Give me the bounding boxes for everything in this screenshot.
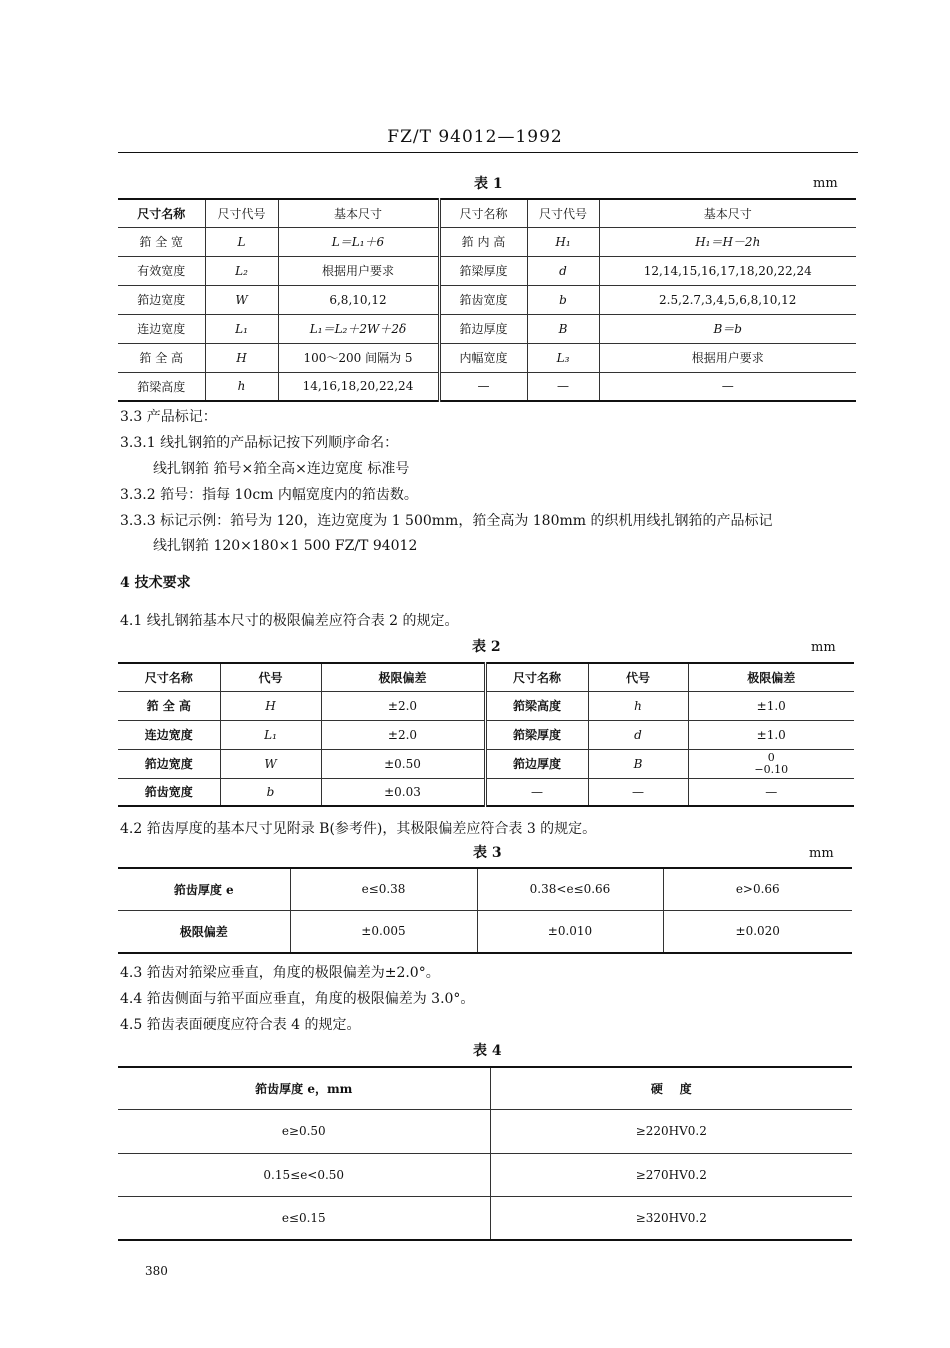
table3-cell: 极限偏差 [118,910,290,953]
table4-cell: ≥320HV0.2 [490,1196,852,1240]
table1-cell: L₁＝L₂＋2W＋2δ [278,314,439,343]
table2-header: 极限偏差 [688,663,854,691]
paragraph-3-3-3: 3.3.3 标记示例：筘号为 120，连边宽度为 1 500mm，筘全高为 180mm 的织机用线扎钢筘的产品标记 [120,513,773,529]
table1-cell: L₃ [527,343,599,372]
table1-header-row [118,199,856,227]
table2-cell: 筘梁厚度 [485,720,588,749]
table1-cell: 内幅宽度 [439,343,527,372]
table1-cell: 连边宽度 [118,314,205,343]
table2-cell: B [588,749,688,778]
paragraph-4-3: 4.3 筘齿对筘梁应垂直，角度的极限偏差为±2.0°。 [120,965,440,981]
table2-caption: 表 2 [472,639,501,655]
section-4-title: 4 技术要求 [120,575,191,591]
table-row [118,343,856,372]
table2-cell: ±2.0 [321,691,485,720]
table1-header: 基本尺寸 [278,199,439,227]
table2-unit: mm [811,640,836,655]
table2 [118,662,854,807]
table1-header: 基本尺寸 [599,199,856,227]
table2-cell: 筘边宽度 [118,749,220,778]
table1-cell: 筘 全 高 [118,343,205,372]
table3-caption: 表 3 [473,845,502,861]
table2-header: 尺寸名称 [485,663,588,691]
table2-cell: H [220,691,321,720]
marking-format: 线扎钢筘 筘号×筘全高×连边宽度 标准号 [153,461,410,477]
table-row [118,691,854,720]
table-row [118,868,852,910]
table2-cell: ±2.0 [321,720,485,749]
table1-cell: b [527,285,599,314]
table1-cell: 筘梁厚度 [439,256,527,285]
table-row [118,285,856,314]
table3-cell: 0.38<e≤0.66 [477,868,663,910]
table-row [118,749,854,778]
table-row [118,372,856,401]
table2-cell: 0 −0.10 [688,749,854,778]
table1-cell: 14,16,18,20,22,24 [278,372,439,401]
table1-cell: B [527,314,599,343]
table2-cell: 连边宽度 [118,720,220,749]
table4-header-row [118,1067,852,1109]
table2-cell: ±0.50 [321,749,485,778]
table1-cell: — [527,372,599,401]
table1-cell: 筘边宽度 [118,285,205,314]
table1-cell: — [599,372,856,401]
table1-cell: 100～200 间隔为 5 [278,343,439,372]
table2-header-row [118,663,854,691]
table1-header: 尺寸名称 [118,199,205,227]
table1-header: 尺寸名称 [439,199,527,227]
paragraph-4-2: 4.2 筘齿厚度的基本尺寸见附录 B(参考件)，其极限偏差应符合表 3 的规定。 [120,821,597,837]
table1-cell: 12,14,15,16,17,18,20,22,24 [599,256,856,285]
table4-cell: e≤0.15 [118,1196,490,1240]
table-row [118,1196,852,1240]
table2-cell: 筘梁高度 [485,691,588,720]
table1-cell: H₁ [527,227,599,256]
table2-header: 代号 [588,663,688,691]
table1-cell: L₂ [205,256,278,285]
table2-cell: h [588,691,688,720]
table1-cell: 筘齿宽度 [439,285,527,314]
table1-cell: — [439,372,527,401]
table2-cell: ±1.0 [688,691,854,720]
table2-header: 极限偏差 [321,663,485,691]
table2-cell: — [688,778,854,806]
paragraph-4-1: 4.1 线扎钢筘基本尺寸的极限偏差应符合表 2 的规定。 [120,613,459,629]
table1-cell: h [205,372,278,401]
table2-cell: ±1.0 [688,720,854,749]
table1-cell: 筘 全 宽 [118,227,205,256]
table2-header: 代号 [220,663,321,691]
table3-unit: mm [809,846,834,861]
paragraph-3-3: 3.3 产品标记： [120,409,217,425]
table2-cell: 筘齿宽度 [118,778,220,806]
table-row [118,227,856,256]
table1-header: 尺寸代号 [205,199,278,227]
table3-cell: ±0.005 [290,910,477,953]
table1 [118,198,856,402]
table1-cell: 根据用户要求 [278,256,439,285]
table4-header: 筘齿厚度 e，mm [118,1067,490,1109]
table1-cell: L＝L₁＋6 [278,227,439,256]
table2-cell: 筘 全 高 [118,691,220,720]
table3-cell: 筘齿厚度 e [118,868,290,910]
page-number: 380 [145,1264,168,1278]
table1-cell: 根据用户要求 [599,343,856,372]
table1-cell: 筘 内 高 [439,227,527,256]
table3-cell: ±0.010 [477,910,663,953]
table2-cell: L₁ [220,720,321,749]
table1-cell: 2.5,2.7,3,4,5,6,8,10,12 [599,285,856,314]
paragraph-3-3-2: 3.3.2 筘号：指每 10cm 内幅宽度内的筘齿数。 [120,487,418,503]
table3-cell: ±0.020 [663,910,852,953]
table-row [118,778,854,806]
table2-cell: 筘边厚度 [485,749,588,778]
table-row [118,720,854,749]
table4 [118,1066,852,1241]
table4-cell: 0.15≤e<0.50 [118,1153,490,1196]
table1-cell: W [205,285,278,314]
table1-cell: L₁ [205,314,278,343]
table-row [118,1109,852,1153]
table1-cell: d [527,256,599,285]
table2-cell: W [220,749,321,778]
table1-cell: 筘梁高度 [118,372,205,401]
paragraph-4-5: 4.5 筘齿表面硬度应符合表 4 的规定。 [120,1017,361,1033]
header-rule [118,152,858,153]
table4-cell: e≥0.50 [118,1109,490,1153]
paragraph-4-4: 4.4 筘齿侧面与筘平面应垂直，角度的极限偏差为 3.0°。 [120,991,475,1007]
table4-cell: ≥220HV0.2 [490,1109,852,1153]
standard-code-header: FZ/T 94012—1992 [387,127,563,147]
table1-cell: 有效宽度 [118,256,205,285]
table2-cell: d [588,720,688,749]
table3-cell: e>0.66 [663,868,852,910]
table4-cell: ≥270HV0.2 [490,1153,852,1196]
table1-cell: 6,8,10,12 [278,285,439,314]
table2-cell: ±0.03 [321,778,485,806]
table1-cell: 筘边厚度 [439,314,527,343]
table1-header: 尺寸代号 [527,199,599,227]
marking-example: 线扎钢筘 120×180×1 500 FZ/T 94012 [153,538,418,554]
table2-cell: — [588,778,688,806]
table-row [118,910,852,953]
table1-cell: H [205,343,278,372]
table3 [118,867,852,954]
table-row [118,256,856,285]
table1-cell: L [205,227,278,256]
table1-cell: B＝b [599,314,856,343]
table-row [118,1153,852,1196]
paragraph-3-3-1: 3.3.1 线扎钢筘的产品标记按下列顺序命名： [120,435,399,451]
table2-cell: — [485,778,588,806]
table1-caption: 表 1 [474,176,503,192]
table3-cell: e≤0.38 [290,868,477,910]
table1-cell: H₁＝H－2h [599,227,856,256]
table2-cell: b [220,778,321,806]
table2-header: 尺寸名称 [118,663,220,691]
table4-header: 硬 度 [490,1067,852,1109]
table1-unit: mm [813,176,838,191]
table4-caption: 表 4 [473,1043,502,1059]
table-row [118,314,856,343]
